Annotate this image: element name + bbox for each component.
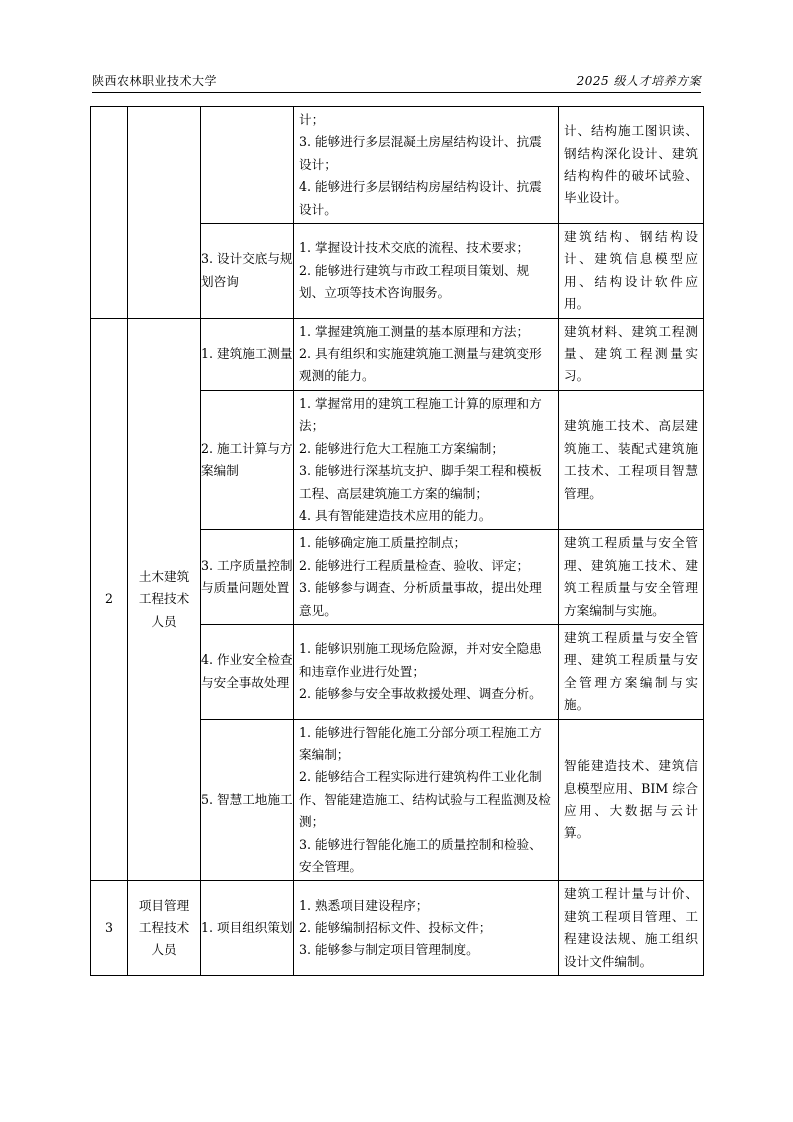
- courses-cell: 建筑结构、钢结构设计、建筑信息模型应用、结构设计软件应用。: [559, 224, 704, 319]
- position-cell: 土木建筑工程技术人员: [128, 318, 201, 881]
- ability-line: 4. 具有智能建造技术应用的能力。: [299, 507, 492, 523]
- position-cell: [128, 107, 201, 319]
- task-cell: 4. 作业安全检查与安全事故处理: [201, 624, 294, 719]
- task-cell: [201, 107, 294, 224]
- ability-line: 1. 能够确定施工质量控制点；: [299, 535, 467, 551]
- courses-cell: 建筑工程计量与计价、建筑工程项目管理、工程建设法规、施工组织设计文件编制。: [559, 881, 704, 976]
- ability-line: 3. 能够参与制定项目管理制度。: [299, 942, 479, 958]
- task-cell: 5. 智慧工地施工: [201, 719, 294, 881]
- ability-line: 1. 熟悉项目建设程序；: [299, 897, 429, 913]
- task-cell: 2. 施工计算与方案编制: [201, 390, 294, 529]
- abilities-cell: [294, 107, 559, 224]
- ability-line: 2. 能够进行建筑与市政工程项目策划、规划、立项等技术咨询服务。: [299, 262, 530, 301]
- abilities-cell: [294, 318, 559, 390]
- courses-cell: 智能建造技术、建筑信息模型应用、BIM 综合应用、大数据与云计算。: [559, 719, 704, 881]
- ability-line: 1. 掌握常用的建筑工程施工计算的原理和方法；: [299, 395, 542, 434]
- header-doc-title: 2025 级人才培养方案: [576, 74, 701, 88]
- courses-cell: 计、结构施工图识读、钢结构深化设计、建筑结构构件的破坏试验、毕业设计。: [559, 107, 704, 224]
- ability-line: 2. 能够结合工程实际进行建筑构件工业化制作、智能建造施工、结构试验与工程监测及检测；: [299, 769, 551, 830]
- ability-line: 3. 能够进行智能化施工的质量控制和检验、安全管理。: [299, 836, 542, 874]
- abilities-cell: [294, 719, 559, 881]
- ability-line: 2. 能够进行工程质量检查、验收、评定；: [299, 557, 530, 573]
- ability-line: 1. 掌握设计技术交底的流程、技术要求；: [299, 240, 530, 256]
- row-number-cell: [91, 107, 128, 319]
- header-school-name: 陕西农林职业技术大学: [92, 74, 218, 88]
- courses-cell: 建筑工程质量与安全管理、建筑施工技术、建筑工程质量与安全管理方案编制与实施。: [559, 530, 704, 625]
- ability-line: 2. 具有组织和实施建筑施工测量与建筑变形观测的能力。: [299, 346, 542, 384]
- task-cell: 1. 项目组织策划: [201, 881, 294, 976]
- ability-line: 2. 能够进行危大工程施工方案编制；: [299, 440, 504, 456]
- ability-course-table: [90, 106, 704, 976]
- task-cell: 3. 工序质量控制与质量问题处置: [201, 530, 294, 625]
- abilities-cell: [294, 530, 559, 625]
- ability-line: 2. 能够参与安全事故救援处理、调查分析。: [299, 685, 542, 701]
- ability-line: 3. 能够参与调查、分析质量事故，提出处理意见。: [299, 580, 542, 618]
- abilities-cell: [294, 224, 559, 319]
- ability-line: 4. 能够进行多层钢结构房屋结构设计、抗震设计。: [299, 179, 542, 217]
- ability-line: 2. 能够编制招标文件、投标文件；: [299, 920, 492, 936]
- table-row: [91, 318, 704, 390]
- abilities-cell: [294, 390, 559, 529]
- ability-line: 1. 能够识别施工现场危险源，并对安全隐患和违章作业进行处置；: [299, 641, 542, 679]
- abilities-cell: [294, 624, 559, 719]
- task-cell: 3. 设计交底与规划咨询: [201, 224, 294, 319]
- page-header: [92, 72, 701, 93]
- ability-line: 1. 掌握建筑施工测量的基本原理和方法；: [299, 323, 530, 339]
- position-cell: 项目管理工程技术人员: [128, 881, 201, 976]
- courses-cell: 建筑施工技术、高层建筑施工、装配式建筑施工技术、工程项目智慧管理。: [559, 390, 704, 529]
- ability-line: 计；: [299, 112, 325, 127]
- courses-cell: 建筑工程质量与安全管理、建筑工程质量与安全管理方案编制与实施。: [559, 624, 704, 719]
- ability-line: 1. 能够进行智能化施工分部分项工程施工方案编制；: [299, 724, 542, 762]
- courses-cell: 建筑材料、建筑工程测量、建筑工程测量实习。: [559, 318, 704, 390]
- ability-line: 3. 能够进行多层混凝土房屋结构设计、抗震设计；: [299, 134, 542, 172]
- table-row: [91, 107, 704, 224]
- task-cell: 1. 建筑施工测量: [201, 318, 294, 390]
- row-number-cell: 2: [91, 318, 128, 881]
- row-number-cell: 3: [91, 881, 128, 976]
- abilities-cell: [294, 881, 559, 976]
- table-row: [91, 881, 704, 976]
- ability-line: 3. 能够进行深基坑支护、脚手架工程和模板工程、高层建筑施工方案的编制；: [299, 463, 542, 501]
